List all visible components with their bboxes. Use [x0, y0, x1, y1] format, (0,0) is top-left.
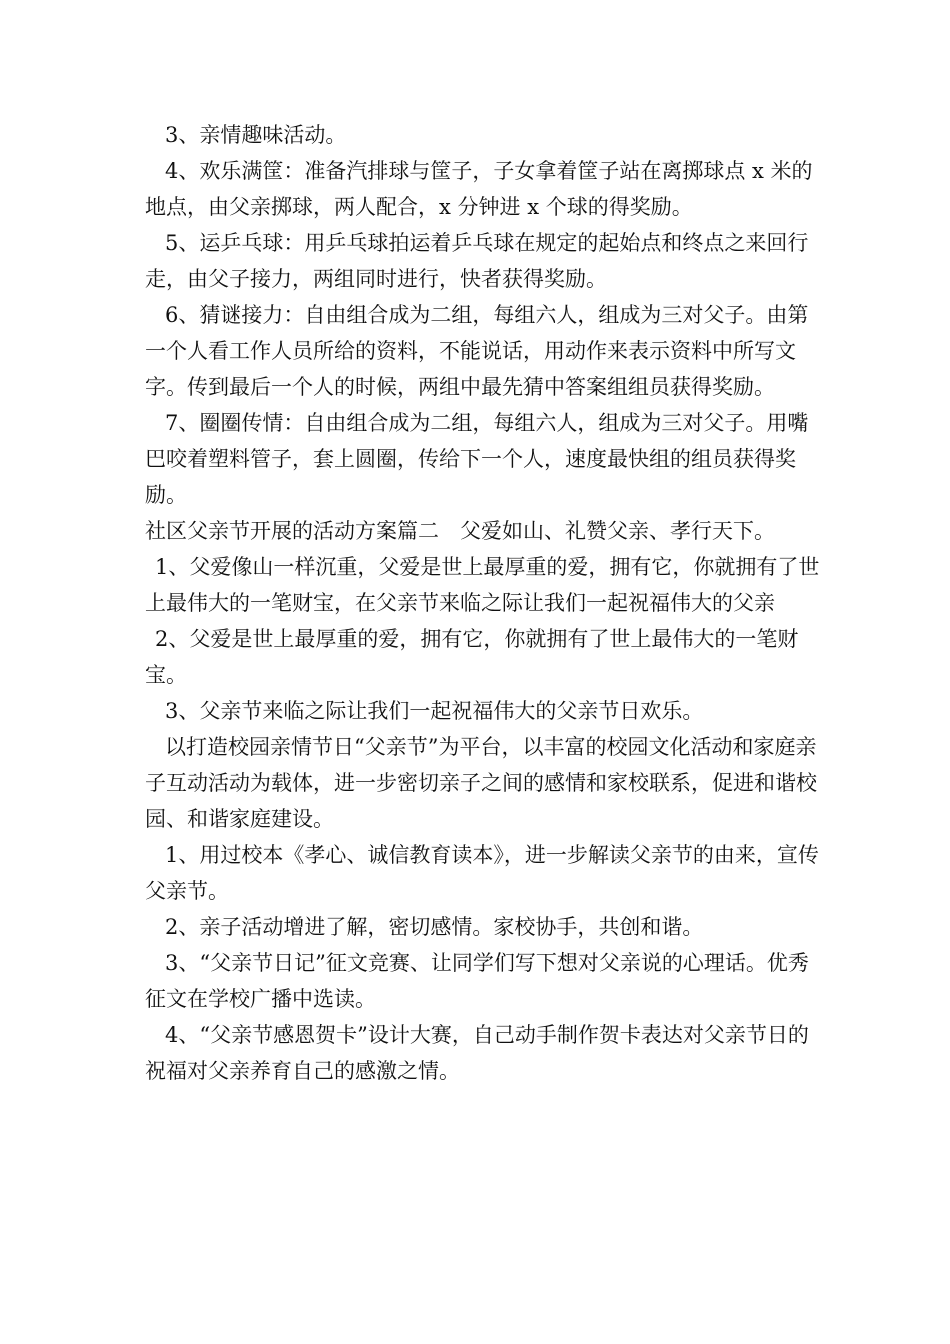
- paragraph: 6、猜谜接力：自由组合成为二组，每组六人，组成为三对父子。由第一个人看工作人员所给的资料，不能说话，用动作来表示资料中所写文字。传到最后一个人的时候，两组中最先猜中答案组组员获得奖励。: [145, 303, 809, 399]
- document-body: [145, 117, 825, 1089]
- paragraph: 3、父亲节来临之际让我们一起祝福伟大的父亲节日欢乐。: [165, 699, 704, 723]
- paragraph: 5、运乒乓球：用乒乓球拍运着乒乓球在规定的起始点和终点之来回行走，由父子接力，两组同时进行，快者获得奖励。: [145, 231, 809, 291]
- paragraph: 3、亲情趣味活动。: [165, 123, 347, 147]
- paragraph: 3、“父亲节日记”征文竞赛、让同学们写下想对父亲说的心理话。优秀征文在学校广播中选读。: [145, 951, 809, 1011]
- section-heading: 社区父亲节开展的活动方案篇二 父爱如山、礼赞父亲、孝行天下。: [145, 519, 775, 543]
- paragraph: 7、圈圈传情：自由组合成为二组，每组六人，组成为三对父子。用嘴巴咬着塑料管子，套上圆圈，传给下一个人，速度最快组的组员获得奖励。: [145, 411, 809, 507]
- paragraph: 2、父爱是世上最厚重的爱，拥有它，你就拥有了世上最伟大的一笔财宝。: [145, 627, 799, 687]
- paragraph: 4、欢乐满筐：准备汽排球与筐子，子女拿着筐子站在离掷球点 x 米的地点，由父亲掷球，两人配合，x 分钟进 x 个球的得奖励。: [145, 159, 813, 219]
- paragraph: 以打造校园亲情节日“父亲节”为平台，以丰富的校园文化活动和家庭亲子互动活动为载体，进一步密切亲子之间的感情和家校联系，促进和谐校园、和谐家庭建设。: [145, 735, 817, 831]
- paragraph: 1、父爱像山一样沉重，父爱是世上最厚重的爱，拥有它，你就拥有了世上最伟大的一笔财宝，在父亲节来临之际让我们一起祝福伟大的父亲: [145, 555, 820, 615]
- paragraph: 2、亲子活动增进了解，密切感情。家校协手，共创和谐。: [165, 915, 704, 939]
- paragraph: 4、“父亲节感恩贺卡”设计大赛，自己动手制作贺卡表达对父亲节日的祝福对父亲养育自己的感激之情。: [145, 1023, 809, 1083]
- paragraph: 1、用过校本《孝心、诚信教育读本》，进一步解读父亲节的由来，宣传父亲节。: [145, 843, 819, 903]
